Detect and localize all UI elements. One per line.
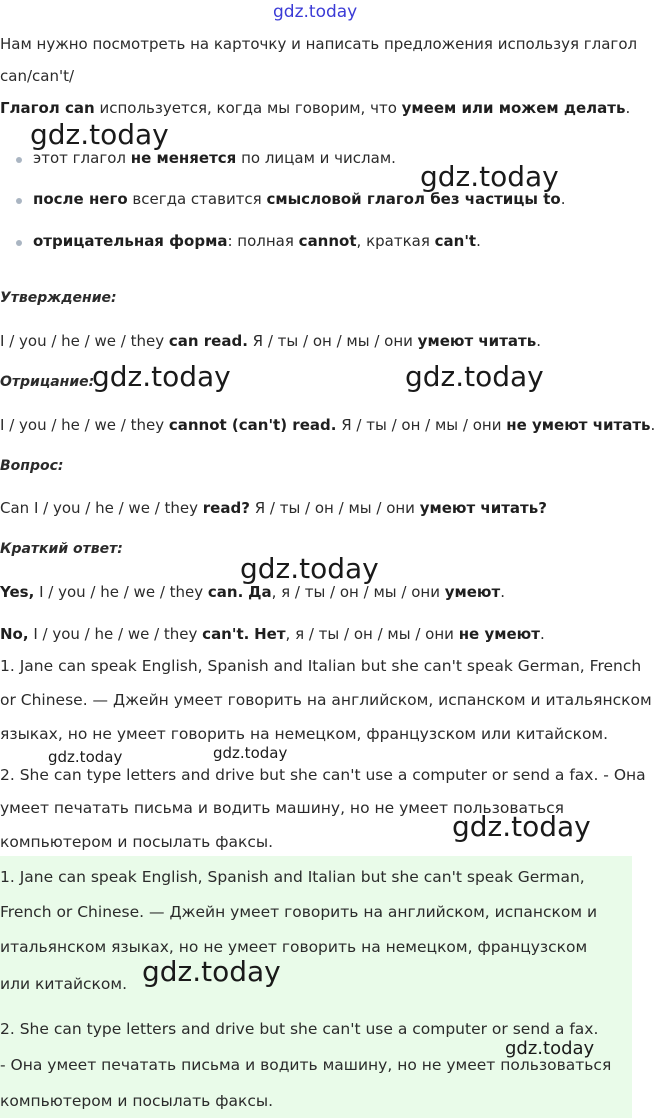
bold-text: No,	[0, 625, 29, 643]
bullet-text: : полная	[227, 232, 299, 250]
watermark-top: gdz.today	[273, 2, 358, 22]
watermark: gdz.today	[240, 552, 379, 585]
bold-text: Да	[248, 583, 272, 601]
text: .	[650, 416, 655, 434]
watermark: gdz.today	[142, 955, 281, 988]
text: Can I / you / he / we / they	[0, 499, 203, 517]
text: .	[536, 332, 541, 350]
text: Я / ты / он / мы / они	[247, 332, 418, 350]
heading-negative: Отрицание:	[0, 374, 95, 390]
bullet-dot-icon	[16, 240, 22, 246]
watermark: gdz.today	[505, 1038, 595, 1059]
negative-line	[0, 414, 655, 436]
heading-affirmative: Утверждение:	[0, 290, 117, 306]
bold-text: can't.	[202, 625, 250, 643]
bullet-dot-icon	[16, 198, 22, 204]
text: I / you / he / we / they	[0, 332, 169, 350]
text: Я / ты / он / мы / они	[336, 416, 507, 434]
intro-line-1: Нам нужно посмотреть на карточку и написать предложения используя глагол	[0, 35, 638, 53]
watermark: gdz.today	[420, 160, 559, 193]
bullet-bold: cannot	[298, 232, 357, 250]
bold-text: умеют	[444, 583, 501, 601]
rule-part-4: .	[625, 99, 631, 117]
bold-text: can.	[207, 583, 244, 601]
bullet-text: , краткая	[356, 232, 435, 250]
box-answer-line: French or Chinese. — Джейн умеет говорить на английском, испанском и	[0, 903, 598, 921]
bullet-bold: can't	[434, 232, 477, 250]
box-answer-line: 1. Jane can speak English, Spanish and Italian but she can't speak German,	[0, 868, 585, 886]
bullet-item	[33, 188, 565, 210]
text: , я / ты / он / мы / они	[271, 583, 445, 601]
short-answer-yes	[0, 581, 632, 603]
bullet-text: этот глагол	[33, 149, 131, 167]
bold-text: умеют читать	[417, 332, 537, 350]
heading-question: Вопрос:	[0, 458, 64, 474]
rule-part-1: Глагол can	[0, 99, 95, 117]
text: I / you / he / we / they	[34, 583, 208, 601]
box-answer-line: компьютером и посылать факсы.	[0, 1092, 274, 1110]
bullet-text: по лицам и числам.	[236, 149, 396, 167]
bullet-bold: отрицательная форма	[33, 232, 228, 250]
watermark: gdz.today	[92, 360, 231, 393]
bold-text: cannot (can't) read.	[168, 416, 337, 434]
bullet-item	[33, 147, 396, 169]
bold-text: Yes,	[0, 583, 35, 601]
rule-sentence	[0, 97, 632, 119]
text: Я / ты / он / мы / они	[249, 499, 420, 517]
watermark: gdz.today	[48, 748, 123, 766]
question-line	[0, 497, 632, 519]
watermark: gdz.today	[30, 118, 169, 151]
box-answer-line: 2. She can type letters and drive but she can't use a computer or send a fax.	[0, 1020, 599, 1038]
bullet-bold: смысловой глагол без частицы to	[266, 190, 561, 208]
text: , я / ты / он / мы / они	[285, 625, 459, 643]
intro-line-2: can/can't/	[0, 67, 75, 85]
bullet-text: .	[476, 232, 481, 250]
box-answer-line: или китайском.	[0, 975, 128, 993]
bullet-bold: не меняется	[130, 149, 237, 167]
answer-line: умеет печатать письма и водить машину, но не умеет пользоваться	[0, 799, 564, 817]
text: I / you / he / we / they	[28, 625, 203, 643]
bullet-item	[33, 230, 481, 252]
watermark: gdz.today	[213, 744, 288, 762]
bullet-dot-icon	[16, 157, 22, 163]
answer-line: компьютером и посылать факсы.	[0, 833, 274, 851]
text: .	[539, 625, 545, 643]
watermark: gdz.today	[405, 360, 544, 393]
rule-part-3: умеем или можем делать	[401, 99, 626, 117]
answer-line: языках, но не умеет говорить на немецком, французском или китайском.	[0, 725, 609, 743]
bold-text: не умеют	[458, 625, 540, 643]
bold-text: read?	[202, 499, 250, 517]
rule-part-2: используется, когда мы говорим, что	[94, 99, 402, 117]
bold-text: не умеют читать	[506, 416, 651, 434]
answer-line: 1. Jane can speak English, Spanish and Italian but she can't speak German, French	[0, 657, 642, 675]
bullet-bold: после него	[33, 190, 128, 208]
answer-line: or Chinese. — Джейн умеет говорить на английском, испанском и итальянском	[0, 691, 652, 709]
box-answer-line: итальянском языках, но не умеет говорить на немецком, французском	[0, 938, 588, 956]
text: .	[500, 583, 505, 601]
answer-line: 2. She can type letters and drive but she can't use a computer or send a fax. - Она	[0, 766, 646, 784]
box-answer-line: - Она умеет печатать письма и водить машину, но не умеет пользоваться	[0, 1056, 612, 1074]
bullet-text: .	[560, 190, 566, 208]
bold-text: Нет	[254, 625, 286, 643]
watermark: gdz.today	[452, 810, 591, 843]
bullet-text: всегда ставится	[127, 190, 267, 208]
bold-text: умеют читать?	[419, 499, 547, 517]
heading-short-answer: Краткий ответ:	[0, 541, 123, 557]
text: I / you / he / we / they	[0, 416, 169, 434]
affirmative-line	[0, 330, 632, 352]
short-answer-no	[0, 623, 632, 645]
bold-text: can read.	[168, 332, 248, 350]
